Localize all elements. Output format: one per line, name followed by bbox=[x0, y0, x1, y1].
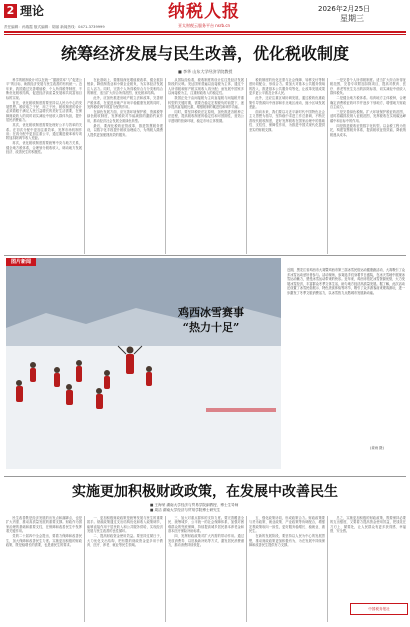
article-1-column-1 bbox=[6, 78, 82, 254]
section-divider bbox=[4, 255, 406, 256]
paragraph: 三、加大对重点群体的支持力度。要完善覆盖全民、统筹城乡、公平统一的社会保障体系，加强对困难群众的兜底保障，持续提高城乡居民基本养老金和基本医疗保险补助标准。 bbox=[168, 516, 244, 534]
issue-date: 2026年2月25日 bbox=[318, 5, 371, 13]
photo-caption: 近期，黑龙江省鸡西市大赛暨鸡西市第三届冰雪民俗运动健康跑活动，大赛吸引了众多冰雪运动爱好者参与。活动现场，参赛选手们身着节日盛装，在冰天雪地中展现冰雪运动魅力，感受冰雪运动带来的快乐。近年来，鸡西市依托冰雪资源优势，大力发展冰雪经济，丰富群众冬季文体生活，助力地方经济高质量发展。据了解，此次活动还设置了冰雪民俗展示、特色美食体验等环节，吸引了众多游客前来观赛游玩，进一步激发了冬季文旅消费活力，以冰雪热力点燃城市发展新动能。 bbox=[287, 268, 405, 295]
paragraph: 税收制度的优化还需与社会保障、转移支付等制度协同配合，形成合力。要加大对基本公共服务领域的投入，推进基本公共服务均等化，让改革发展成果更多更公平惠及全体人民。 bbox=[249, 78, 325, 96]
article-1-headline: 统筹经济发展与民生改善，优化税收制度 bbox=[60, 44, 349, 63]
article-1-column-5 bbox=[330, 78, 406, 254]
newspaper-logo: 纳税人报 bbox=[168, 2, 240, 22]
editor-info: 责任编辑：孙瑞霞 版式编辑：胡丽 新闻热线：0471-3739999 bbox=[4, 25, 105, 29]
paragraph: 一是完善个人所得税制度。适当扩大综合所得征税范围，完善专项附加扣除项目，提高对教育、医疗、养老等民生支出的扣除标准，切实减轻中低收入群体税负。 bbox=[330, 78, 406, 96]
page-number-badge: 2 bbox=[4, 4, 17, 18]
paragraph: 在绿色发展方面，应完善环境保护税、资源税等绿色税收制度，发挥税收对节能减排的激励约束作用，推动经济社会发展全面绿色转型。 bbox=[87, 110, 163, 123]
photo-news-tag: 图片新闻 bbox=[6, 258, 36, 266]
article-2-column-1 bbox=[6, 516, 82, 622]
author-2: ■ 周洁 湖南大学经济与贸易学院博士研究生 bbox=[150, 508, 221, 512]
paragraph: 二、提高财政资金使用效益。要坚持过紧日子，大力优化支出结构，把有限的财政资金更多用于教育、医疗、养老、就业等民生领域。 bbox=[87, 534, 163, 548]
section-title: 理论 bbox=[20, 4, 45, 18]
paragraph: 四是推进税收征管数字化转型。以金税工程为依托，构建智慧税务体系，提高税收征管效能，降低纳税遵从成本。 bbox=[330, 123, 406, 137]
photo-title: 鸡西冰雪赛事 bbox=[178, 306, 244, 319]
paragraph: 四、发挥财政政策对扩大内需的带动作用。通过发放消费券、以旧换新补贴等方式，激发居民消费潜力，推动消费持续恢复。 bbox=[168, 534, 244, 548]
paragraph: 此外，还应注重区域协调发展，通过税收优惠政策引导资源向中西部和东北地区流动，缩小区域发展差距。 bbox=[249, 96, 325, 110]
article-2-column-5 bbox=[330, 516, 406, 600]
article-2-byline bbox=[150, 503, 238, 513]
paragraph: 三是完善绿色税制。扩大环境保护税征收范围，适时将碳排放纳入征税范围，发挥税收在实现碳达峰碳中和目标中的作用。 bbox=[330, 110, 406, 123]
column-divider bbox=[246, 78, 247, 254]
masthead-rule-thin bbox=[4, 34, 406, 35]
section-divider bbox=[4, 476, 406, 477]
photo-subtitle: “热力十足” bbox=[182, 321, 240, 334]
article-2-column-2 bbox=[87, 516, 163, 622]
paragraph: 我国正处于由间接税为主向直接税与间接税并重转型的关键时期，需要在稳定宏观税负的前提下，逐步提高直接税比重，增强税制的累进性和调节功能。 bbox=[168, 96, 244, 110]
article-1-byline: ■ 李华 山东大学经济学院教授 bbox=[178, 69, 233, 74]
column-divider bbox=[327, 78, 328, 254]
column-divider bbox=[246, 516, 247, 622]
paragraph: 首先，优化税收制度需要坚持以人民为中心的发展思想。税收取之于民、用之于民，税收制度的设计必须着眼于满足人民日益增长的美好生活需要，在保障财政收入的同时切实减轻中低收入群体负担，提升居民消费能力。 bbox=[6, 100, 82, 123]
column-divider bbox=[84, 516, 85, 622]
paragraph: 党的二十届四中全会提出，要着力保障和改善民生，加大保障和改善民生力度。实施更加积极的财政政策，既是稳增长的需要，也是惠民生的要求。 bbox=[6, 534, 82, 548]
issue-weekday: 星期三 bbox=[340, 14, 364, 23]
paragraph: 一、更加积极财政政策是统筹发展与民生的重要抓手。财政政策通过支出结构优化和收入政策调节，能够直接作用于居民收入和公共服务供给，实现经济发展与民生改善的良性循环。 bbox=[87, 516, 163, 534]
paragraph: 二是健全地方税体系。培育地方主体税种，合理确定消费税征收环节并逐步下划地方，增强地方财政自主能力。 bbox=[330, 96, 406, 110]
paragraph: 五、强化政策协同，形成政策合力。财政政策要与货币政策、就业政策、产业政策等协调配合，增强宏观政策取向一致性，更好服务稳增长、稳就业、惠民生。 bbox=[249, 516, 325, 534]
column-divider bbox=[165, 78, 166, 254]
column-divider bbox=[165, 516, 166, 622]
paragraph: 科学的税制设计可以在统一“激励效率”与“促进公平”的目标，助推经济发展与民生改善的有机统一。近年来，我国通过完善增值税、个人所得税等制度，不断优化税收结构，促进经济高质量发展和共同富裕目标的实现。 bbox=[6, 78, 82, 100]
paragraph: 面向未来，我们要以习近平新时代中国特色社会主义思想为指导，坚持稳中求进工作总基调，不断完善现代税收制度，更好发挥税收在国家治理中的基础性、支柱性、保障性作用，为推进中国式现代化提供坚实的财税支撑。 bbox=[249, 110, 325, 132]
paragraph: 民生改善既是经济发展的出发点和落脚点，也是扩大内需、推动高质量发展的重要支撑。财政作为国家治理的基础和重要支柱，在保障和改善民生中发挥着关键作用。 bbox=[6, 516, 82, 534]
column-divider bbox=[327, 516, 328, 622]
paragraph: 在此基础上，要继续深化增值税改革，健全抵扣链条，降低制造业和小微企业税负，为实体经济发展注入活力。同时，完善个人所得税综合与分类相结合的制度，适当扩大综合所得范围，优化税率结构。 bbox=[87, 78, 163, 96]
paragraph: 此外，应加快推进房地产税立法和改革，完善财产税体系，在促进房地产市场平稳健康发展的同时，发挥税收调节财富分配的作用。 bbox=[87, 96, 163, 110]
article-2-column-4 bbox=[249, 516, 325, 622]
article-2-headline: 实施更加积极财政政策，在发展中改善民生 bbox=[72, 484, 338, 500]
article-1-column-2 bbox=[87, 78, 163, 254]
paragraph: 在新的发展阶段，要坚持以人民为中心的发展思想，推动财政政策更加积极有为，为在发展中持续保障和改善民生提供有力支撑。 bbox=[249, 534, 325, 548]
paragraph: 其次，优化税收制度需要处理好公平与效率的关系。在初次分配中更加注重效率，发挥市场机制作用；在再分配中更加注重公平，通过累进税率和专项附加扣除调节收入差距。 bbox=[6, 123, 82, 141]
article-2-column-3 bbox=[168, 516, 244, 622]
column-divider bbox=[84, 78, 85, 254]
logo-subtitle: 亚太财税云服务平台 nsrb.cn bbox=[178, 23, 231, 28]
publisher-stamp: 中国税务报社 bbox=[350, 603, 408, 615]
paragraph: 同时，要坚持税收法定原则，加快推进各税种立法进程，提高税收制度的稳定性和可预期性，营造公平透明的营商环境，稳定市场主体预期。 bbox=[168, 110, 244, 123]
article-1-column-3 bbox=[168, 78, 244, 254]
news-photo bbox=[6, 258, 281, 469]
paragraph: 总之，实施更加积极的财政政策，既要保持必要的支出强度，又要着力提高资金使用效益，把钱花在刀刃上、紧要处，让人民群众有更多获得感、幸福感、安全感。 bbox=[330, 516, 406, 534]
paragraph: 从国际经验看，税收制度的设计往往是经济发展阶段的反映。发达国家普遍以直接税为主体，通过个人所得税和财产税实现收入再分配；而发展中国家多以间接税为主，注重财政收入的稳定性。 bbox=[168, 78, 244, 96]
article-1-column-4 bbox=[249, 78, 325, 254]
masthead-rule bbox=[4, 31, 406, 33]
paragraph: 再次，优化税收制度需要统筹中央与地方关系，健全地方税体系，合理划分税收收入，调动地方发展经济、改善民生的积极性。 bbox=[6, 141, 82, 155]
snow-scene-illustration bbox=[6, 258, 281, 469]
author-1: ■ 王海荣 湖南大学经济与贸易学院副教授、博士生导师 bbox=[150, 503, 239, 507]
photo-credit: (姜雨 摄) bbox=[370, 446, 384, 450]
paragraph: 最后，要深化税收征管改革，推进智慧税务建设，以数字化手段提升税收治理能力，为纳税人缴费人提供更加便捷高效的服务。 bbox=[87, 123, 163, 137]
